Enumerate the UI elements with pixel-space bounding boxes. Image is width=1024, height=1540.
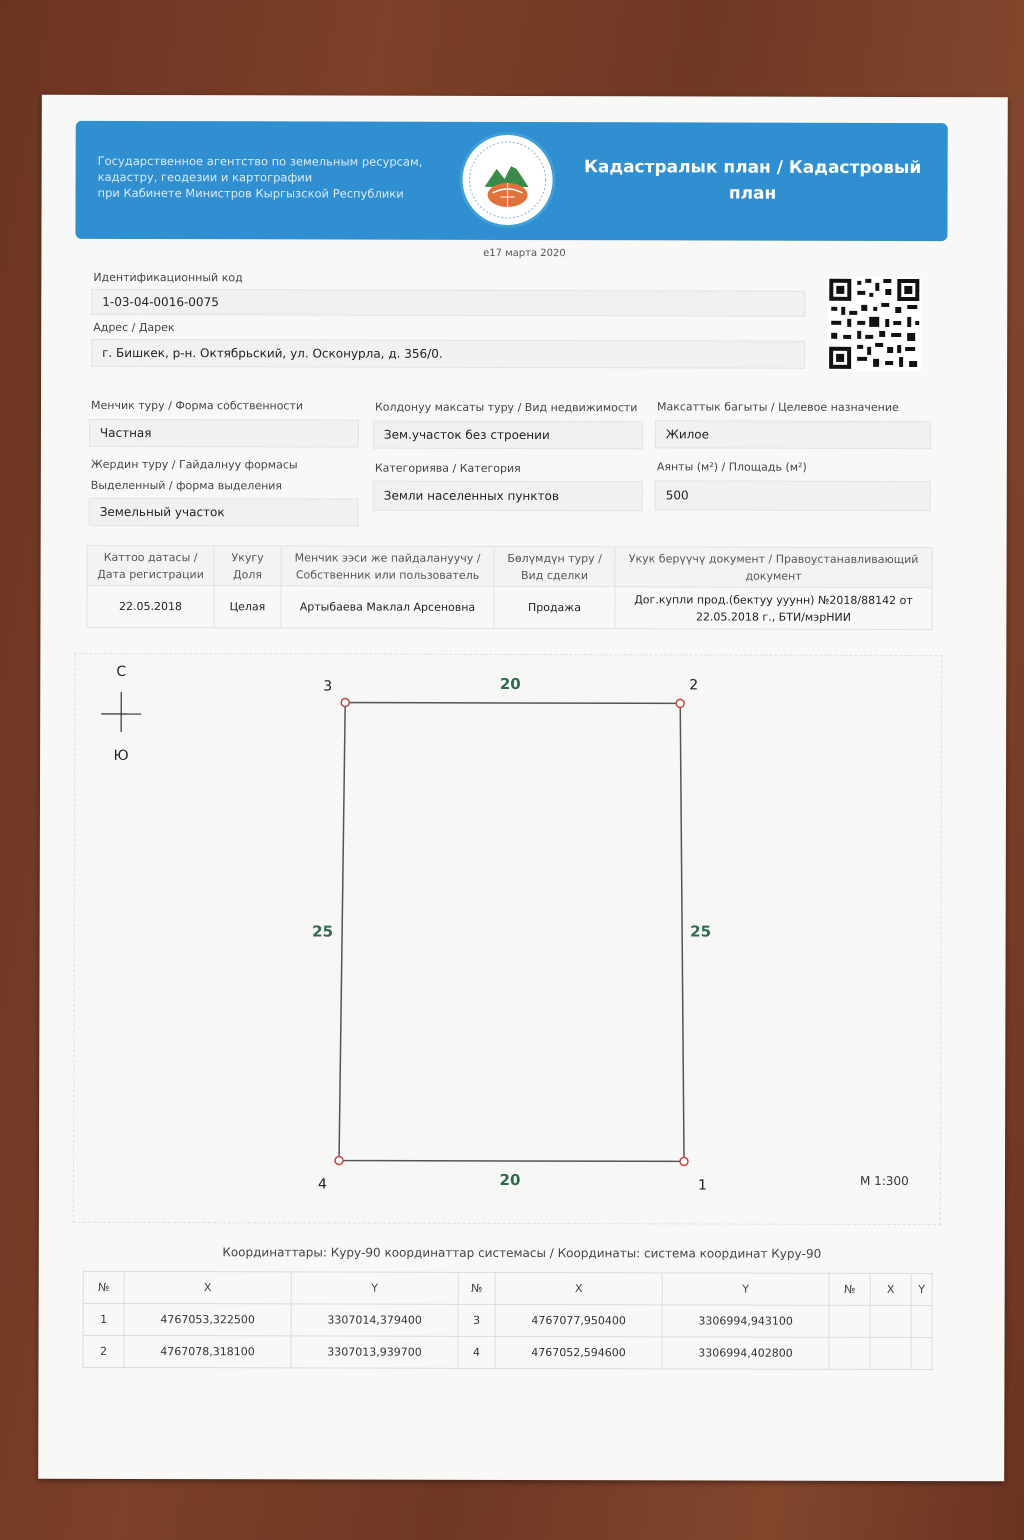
vertex-marker <box>676 699 684 707</box>
reg-header-share <box>214 546 281 586</box>
agency-name <box>98 153 438 202</box>
vertex-marker <box>341 699 349 707</box>
ownership-field: Частная <box>89 419 359 448</box>
reg-share: Целая <box>214 586 281 628</box>
id-code-field: 1-03-04-0016-0075 <box>91 289 805 317</box>
address-field: г. Бишкек, р-н. Октябрьский, ул. Осконурла, д. 356/0. <box>91 339 805 369</box>
north-arrow-icon <box>101 692 141 732</box>
qr-code <box>827 277 921 371</box>
vertex-label: 2 <box>689 677 699 694</box>
header-text: Дата регистрации <box>97 567 204 581</box>
registration-header-row <box>87 545 932 587</box>
category-field: Земли населенных пунктов <box>373 481 643 512</box>
header-text: Укугу <box>231 550 264 564</box>
agency-emblem-logo <box>459 132 555 228</box>
document-title <box>578 154 928 207</box>
reg-document <box>615 587 932 630</box>
agency-line: Государственное агентство по земельным ресурсам, <box>97 153 423 169</box>
coordinates-title: Координаттары: Куру-90 координаттар системасы / Координаты: система координат Куру-90 <box>222 1245 822 1261</box>
point-x: 4767078,318100 <box>124 1335 291 1367</box>
point-number: 4 <box>458 1336 495 1368</box>
col-x: X <box>870 1273 911 1305</box>
empty-cell <box>870 1337 911 1369</box>
title-line: Кадастралык план / Кадастровый <box>583 157 922 179</box>
purpose-label: Максаттык багыты / Целевое назначение <box>656 400 899 414</box>
point-x: 4767052,594600 <box>495 1336 662 1368</box>
empty-cell <box>829 1337 870 1369</box>
property-type-field: Зем.участок без строении <box>373 421 643 450</box>
vertex-label: 3 <box>323 678 333 695</box>
header-banner <box>75 121 947 241</box>
reg-header-deal <box>494 546 615 586</box>
header-text: Каттоо датасы / <box>103 550 198 564</box>
empty-cell <box>911 1306 932 1338</box>
empty-cell <box>911 1338 932 1370</box>
col-num: № <box>83 1271 124 1303</box>
header-text: Укук берүүчү документ / Правоустанавливающий <box>628 551 919 566</box>
plan-drawing-area <box>73 653 942 1225</box>
point-x: 4767053,322500 <box>124 1303 291 1335</box>
parcel-boundary <box>339 703 685 1162</box>
col-num: № <box>458 1272 495 1304</box>
doc-line: 22.05.2018 г., БТИ/мэрНИИ <box>695 609 851 624</box>
point-number: 1 <box>83 1303 124 1335</box>
header-text: документ <box>745 569 802 583</box>
table-row <box>83 1335 932 1369</box>
edge-length-left: 25 <box>312 922 334 941</box>
edge-length-bottom: 20 <box>499 1170 521 1189</box>
point-number: 3 <box>458 1304 495 1336</box>
reg-date: 22.05.2018 <box>87 585 214 627</box>
coordinates-table <box>82 1271 932 1370</box>
purpose-field: Жилое <box>655 420 931 449</box>
property-type-label: Колдонуу максаты туру / Вид недвижимости <box>374 400 638 415</box>
title-line: план <box>728 183 777 204</box>
empty-cell <box>829 1305 870 1337</box>
point-y: 3306994,943100 <box>662 1305 829 1337</box>
vertex-label: 4 <box>317 1176 327 1193</box>
col-y: Y <box>291 1272 458 1304</box>
allocation-label: Жердин туру / Гайдалнуу формасы <box>90 457 298 472</box>
reg-header-date <box>87 545 214 585</box>
col-y: Y <box>911 1274 932 1306</box>
point-y: 3307013,939700 <box>291 1336 458 1368</box>
reg-header-owner <box>281 546 494 587</box>
edge-length-top: 20 <box>499 674 521 693</box>
table-row <box>83 1303 932 1337</box>
area-field: 500 <box>655 480 931 511</box>
area-label: Аянты (м²) / Площадь (м²) <box>656 460 807 474</box>
header-text: Доля <box>233 567 263 581</box>
reg-header-document <box>615 547 932 588</box>
header-text: Менчик ээси же пайдалануучу / <box>294 550 481 565</box>
col-y: Y <box>662 1273 829 1305</box>
header-text: Вид сделки <box>521 568 589 582</box>
col-num: № <box>829 1273 870 1305</box>
reg-owner: Артыбаева Маклал Арсеновна <box>281 586 494 629</box>
registration-row <box>87 585 932 629</box>
empty-cell <box>870 1305 911 1337</box>
doc-line: Дог.купли прод.(бектуу ууунн) №2018/88142 от <box>634 592 913 607</box>
registration-table <box>86 545 932 630</box>
address-label: Адрес / Дарек <box>93 320 175 335</box>
point-y: 3306994,402800 <box>662 1337 829 1369</box>
vertex-marker <box>335 1157 343 1165</box>
allocation-field: Земельный участок <box>89 498 359 527</box>
scale-label: М 1:300 <box>859 1173 909 1189</box>
point-x: 4767077,950400 <box>495 1304 662 1336</box>
issue-date: е17 марта 2020 <box>483 247 566 260</box>
id-code-label: Идентификационный код <box>93 270 243 285</box>
allocation-label-2: Выделенный / форма выделения <box>90 478 283 493</box>
plan-svg <box>74 654 941 1224</box>
vertex-marker <box>680 1157 688 1165</box>
coordinates-header-row <box>83 1271 932 1305</box>
ownership-label: Менчик туру / Форма собственности <box>90 398 304 413</box>
south-label: Ю <box>113 747 129 764</box>
agency-line: при Кабинете Министров Кыргызской Республики <box>97 185 404 201</box>
header-text: Собственник или пользователь <box>295 567 480 582</box>
agency-line: кадастру, геодезии и картографии <box>97 169 313 185</box>
header-text: Бөлүмдүн туру / <box>507 551 602 565</box>
point-number: 2 <box>83 1335 124 1367</box>
reg-deal: Продажа <box>494 586 615 628</box>
edge-length-right: 25 <box>690 922 712 941</box>
vertex-label: 1 <box>697 1177 707 1194</box>
point-y: 3307014,379400 <box>291 1304 458 1336</box>
north-label: С <box>116 663 127 680</box>
col-x: X <box>124 1271 291 1303</box>
category-label: Категориява / Категория <box>374 461 521 475</box>
cadastral-plan-document <box>38 95 1008 1482</box>
col-x: X <box>495 1272 662 1304</box>
